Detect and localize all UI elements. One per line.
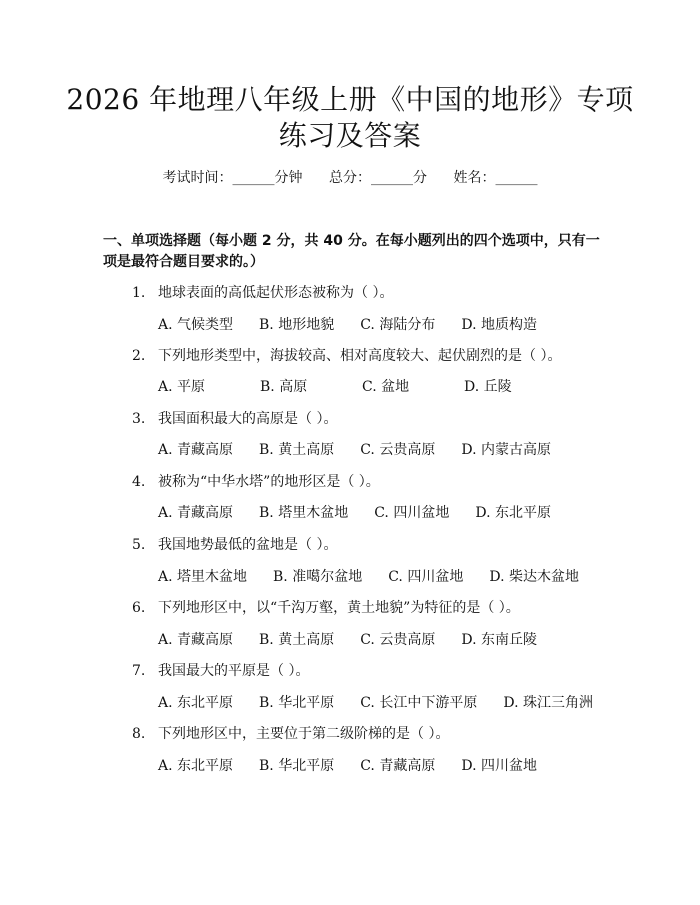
question-text: 被称为“中华水塔”的地形区是（ ）。 [158, 474, 380, 490]
option-a: A. 青藏高原 [158, 442, 234, 458]
option-c: C. 青藏高原 [360, 758, 436, 774]
option-b: B. 黄土高原 [259, 632, 335, 648]
option-a: A. 塔里木盆地 [158, 569, 248, 585]
question-3-options [158, 440, 577, 460]
question-text: 地球表面的高低起伏形态被称为（ ）。 [158, 285, 394, 301]
question-2-options [158, 377, 538, 397]
option-c: C. 云贵高原 [360, 632, 436, 648]
question-1 [132, 283, 393, 303]
option-d: D. 东南丘陵 [461, 632, 537, 648]
question-5-options [158, 567, 605, 587]
option-b: B. 塔里木盆地 [259, 505, 349, 521]
option-b: B. 高原 [260, 379, 308, 395]
option-c: C. 四川盆地 [388, 569, 464, 585]
option-a: A. 青藏高原 [158, 505, 234, 521]
question-4-options [158, 503, 577, 523]
option-d: D. 珠江三角洲 [503, 695, 593, 711]
option-a: A. 气候类型 [158, 317, 234, 333]
option-a: A. 青藏高原 [158, 632, 234, 648]
option-a: A. 东北平原 [158, 758, 234, 774]
exam-title-line2: 练习及答案 [278, 119, 422, 152]
option-d: D. 东北平原 [475, 505, 551, 521]
question-6-options [158, 630, 563, 650]
question-7 [132, 661, 309, 681]
exam-title-line1: 2026 年地理八年级上册《中国的地形》专项 [66, 83, 634, 116]
question-text: 我国最大的平原是（ ）。 [158, 663, 310, 679]
total-score-field: 总分：______分 [329, 170, 427, 186]
option-c: C. 云贵高原 [360, 442, 436, 458]
question-6 [132, 598, 520, 618]
question-5 [132, 535, 337, 555]
question-number: 6. [132, 600, 146, 616]
question-text: 下列地形区中，主要位于第二级阶梯的是（ ）。 [158, 726, 450, 742]
option-a: A. 平原 [158, 379, 206, 395]
option-d: D. 内蒙古高原 [461, 442, 551, 458]
question-number: 1. [132, 285, 146, 301]
question-text: 我国面积最大的高原是（ ）。 [158, 411, 338, 427]
question-3 [132, 409, 337, 429]
question-number: 5. [132, 537, 146, 553]
question-7-options [158, 693, 593, 713]
question-1-options [158, 315, 563, 335]
option-b: B. 华北平原 [259, 758, 335, 774]
question-text: 我国地势最低的盆地是（ ）。 [158, 537, 338, 553]
option-a: A. 东北平原 [158, 695, 234, 711]
section-heading: 一、单项选择题（每小题 2 分，共 40 分。在每小题列出的四个选项中，只有一项是最符合题目要求的。） [103, 233, 600, 270]
option-c: C. 海陆分布 [360, 317, 436, 333]
question-8 [132, 724, 449, 744]
question-4 [132, 472, 380, 492]
exam-time-field: 考试时间：______分钟 [162, 170, 303, 186]
question-8-options [158, 756, 563, 776]
option-d: D. 四川盆地 [461, 758, 537, 774]
question-number: 7. [132, 663, 146, 679]
question-text: 下列地形区中，以“千沟万壑，黄土地貌”为特征的是（ ）。 [158, 600, 520, 616]
option-b: B. 准噶尔盆地 [273, 569, 363, 585]
option-c: C. 长江中下游平原 [360, 695, 478, 711]
question-number: 2. [132, 348, 146, 364]
option-d: D. 丘陵 [464, 379, 512, 395]
question-number: 8. [132, 726, 146, 742]
question-2 [132, 346, 561, 366]
question-number: 3. [132, 411, 146, 427]
exam-meta [0, 168, 700, 188]
option-d: D. 柴达木盆地 [489, 569, 579, 585]
option-b: B. 地形地貌 [259, 317, 335, 333]
name-field: 姓名：______ [453, 170, 538, 186]
option-c: C. 盆地 [362, 379, 410, 395]
option-b: B. 黄土高原 [259, 442, 335, 458]
option-d: D. 地质构造 [461, 317, 537, 333]
question-text: 下列地形类型中，海拔较高、相对高度较大、起伏剧烈的是（ ）。 [158, 348, 562, 364]
question-number: 4. [132, 474, 146, 490]
option-b: B. 华北平原 [259, 695, 335, 711]
option-c: C. 四川盆地 [374, 505, 450, 521]
